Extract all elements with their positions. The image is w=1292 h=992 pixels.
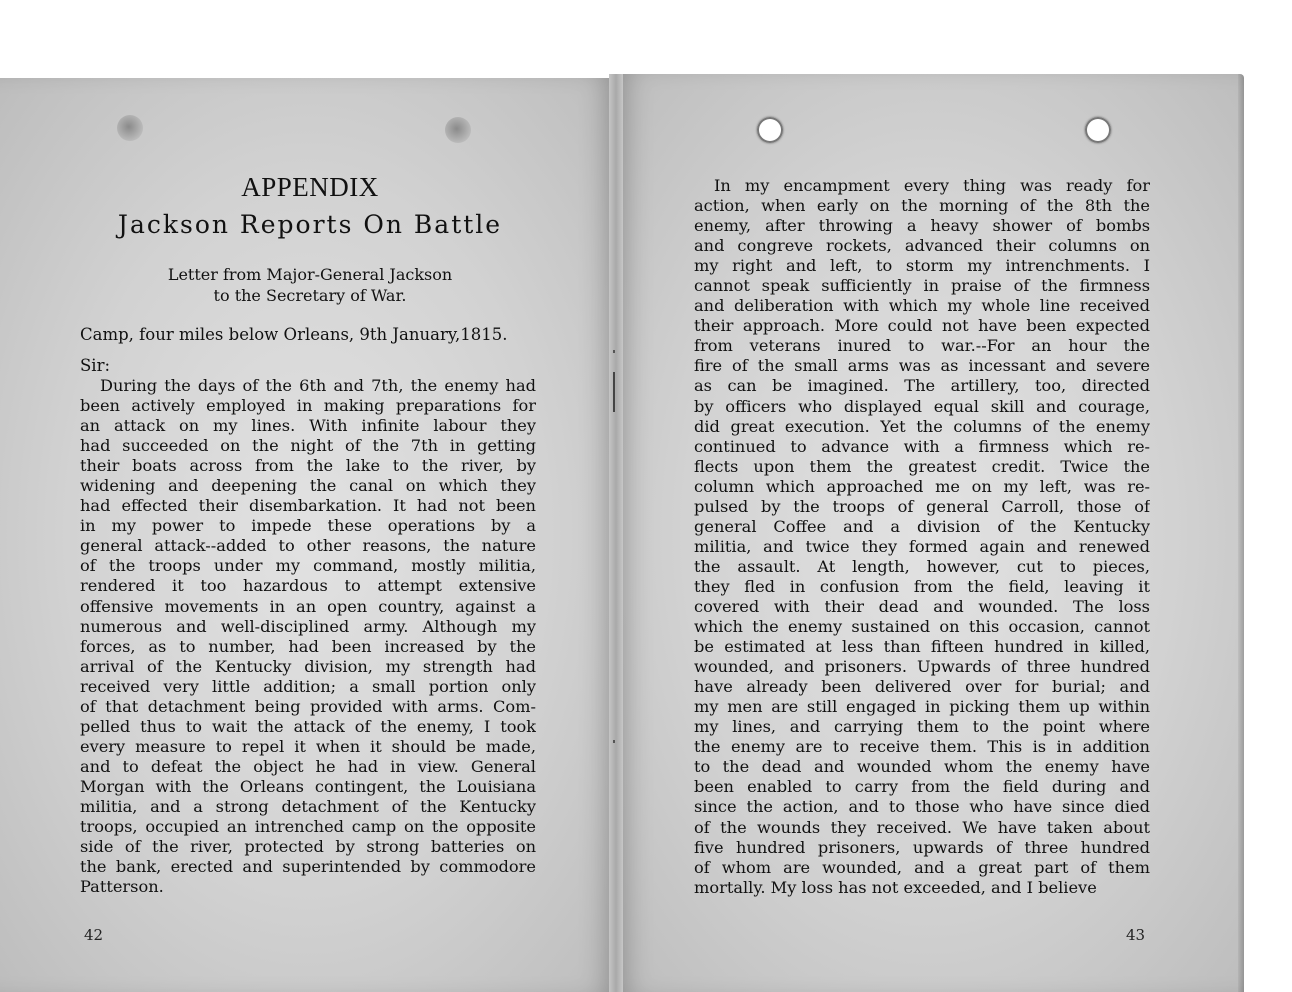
text-line: side of the river, protected by strong batteries on — [80, 837, 536, 857]
text-line: by officers who displayed equal skill and courage, — [694, 396, 1150, 416]
page-number: 43 — [1126, 926, 1146, 944]
punch-hole — [117, 115, 143, 141]
binding-stitch — [613, 350, 615, 353]
text-line: flects upon them the greatest credit. Twice the — [694, 456, 1150, 476]
text-line: had effected their disembarkation. It had not been — [80, 496, 536, 516]
punch-hole — [1085, 117, 1111, 143]
right-page-text — [694, 176, 1150, 898]
text-line: their boats across from the lake to the river, by — [80, 456, 536, 476]
text-line: general attack--added to other reasons, the nature — [80, 536, 536, 556]
text-line: their approach. More could not have been expected — [694, 316, 1150, 336]
text-line: general Coffee and a division of the Kentucky — [694, 516, 1150, 536]
text-line: troops, occupied an intrenched camp on the opposite — [80, 817, 536, 837]
text-line: fire of the small arms was as incessant and severe — [694, 356, 1150, 376]
text-line: every measure to repel it when it should be made, — [80, 736, 536, 756]
text-line: continued to advance with a firmness which re- — [694, 436, 1150, 456]
text-line: an attack on my lines. With infinite labour they — [80, 416, 536, 436]
text-line: had succeeded on the night of the 7th in getting — [80, 436, 536, 456]
text-line: of the wounds they received. We have taken about — [694, 817, 1150, 837]
text-line: action, when early on the morning of the 8th the — [694, 196, 1150, 216]
text-line: been enabled to carry from the field during and — [694, 777, 1150, 797]
text-line: of that detachment being provided with arms. Com- — [80, 696, 536, 716]
text-line: Patterson. — [80, 877, 164, 897]
text-line: cannot speak sufficiently in praise of the firmness — [694, 276, 1150, 296]
text-line: received very little addition; a small portion only — [80, 676, 536, 696]
punch-hole — [445, 117, 471, 143]
text-line: to the dead and wounded whom the enemy have — [694, 757, 1150, 777]
text-line: and to defeat the object he had in view. General — [80, 756, 536, 776]
letter-dateline: Camp, four miles below Orleans, 9th January,1815. — [80, 325, 508, 344]
binding-stitch — [613, 372, 615, 412]
chapter-title: Jackson Reports On Battle — [117, 210, 503, 239]
text-line: be estimated at less than fifteen hundred in killed, — [694, 637, 1150, 657]
text-line: and congreve rockets, advanced their columns on — [694, 236, 1150, 256]
text-line: wounded, and prisoners. Upwards of three hundred — [694, 657, 1150, 677]
text-line: pulsed by the troops of general Carroll, those of — [694, 496, 1150, 516]
letter-subtitle: Letter from Major-General Jackson — [167, 265, 453, 284]
text-line: five hundred prisoners, upwards of three hundred — [694, 837, 1150, 857]
left-page-text — [80, 376, 536, 897]
text-line: as can be imagined. The artillery, too, directed — [694, 376, 1150, 396]
text-line: During the days of the 6th and 7th, the enemy had — [100, 376, 536, 395]
text-line: from veterans inured to war.--For an hour the — [694, 336, 1150, 356]
text-line: of whom are wounded, and a great part of them — [694, 857, 1150, 877]
text-line: arrival of the Kentucky division, my strength had — [80, 656, 536, 676]
text-line: militia, and a strong detachment of the Kentucky — [80, 796, 536, 816]
text-line: column which approached me on my left, was re- — [694, 476, 1150, 496]
text-line: have already been delivered over for burial; and — [694, 677, 1150, 697]
text-line: the assault. At length, however, cut to pieces, — [694, 556, 1150, 576]
text-line: been actively employed in making preparations for — [80, 396, 536, 416]
text-line: and deliberation with which my whole line received — [694, 296, 1150, 316]
text-line: forces, as to number, had been increased by the — [80, 636, 536, 656]
text-line: mortally. My loss has not exceeded, and I believe — [694, 877, 1097, 897]
text-line: In my encampment every thing was ready for — [714, 176, 1150, 195]
letter-salutation: Sir: — [80, 356, 111, 375]
text-line: militia, and twice they formed again and renewed — [694, 536, 1150, 556]
text-line: in my power to impede these operations by a — [80, 516, 536, 536]
book-gutter — [609, 74, 623, 992]
text-line: enemy, after throwing a heavy shower of bombs — [694, 216, 1150, 236]
text-line: rendered it too hazardous to attempt extensive — [80, 576, 536, 596]
text-line: my right and left, to storm my intrenchments. I — [694, 256, 1150, 276]
text-line: the enemy are to receive them. This is in addition — [694, 737, 1150, 757]
text-line: numerous and well-disciplined army. Although my — [80, 616, 536, 636]
text-line: my men are still engaged in picking them up within — [694, 697, 1150, 717]
text-line: since the action, and to those who have since died — [694, 797, 1150, 817]
text-line: pelled thus to wait the attack of the enemy, I took — [80, 716, 536, 736]
text-line: of the troops under my command, mostly militia, — [80, 556, 536, 576]
text-line: they fled in confusion from the field, leaving it — [694, 576, 1150, 596]
page-number: 42 — [84, 926, 104, 944]
text-line: offensive movements in an open country, against a — [80, 596, 536, 616]
text-line: which the enemy sustained on this occasion, cannot — [694, 617, 1150, 637]
binding-stitch — [613, 740, 615, 743]
text-line: covered with their dead and wounded. The loss — [694, 596, 1150, 616]
text-line: Morgan with the Orleans contingent, the Louisiana — [80, 776, 536, 796]
text-line: the bank, erected and superintended by commodore — [80, 857, 536, 877]
text-line: widening and deepening the canal on which they — [80, 476, 536, 496]
text-line: did great execution. Yet the columns of the enemy — [694, 416, 1150, 436]
punch-hole — [757, 117, 783, 143]
letter-subtitle: to the Secretary of War. — [213, 286, 407, 305]
text-line: my lines, and carrying them to the point where — [694, 717, 1150, 737]
appendix-heading: APPENDIX — [241, 172, 379, 202]
